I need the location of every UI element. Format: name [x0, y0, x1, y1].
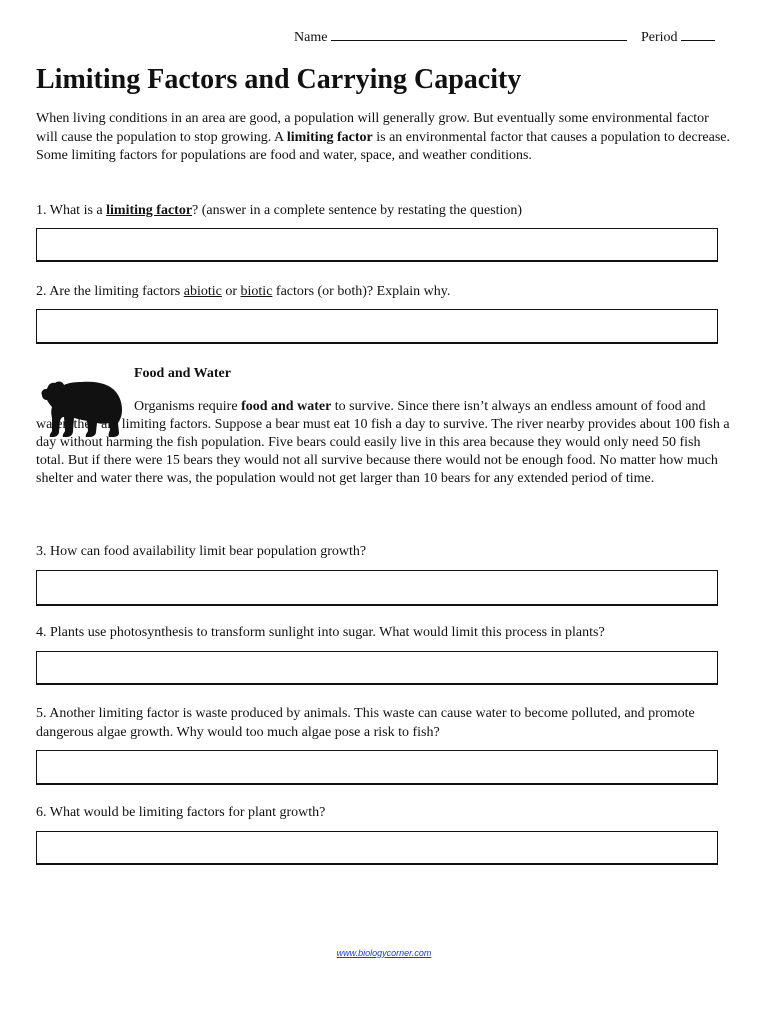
question-2-term-abiotic: abiotic: [183, 284, 222, 299]
question-5: 5. Another limiting factor is waste produced by animals. This waste can cause water to become polluted, and promote dangerous algae growth. Why would too much algae pose a risk to fish?: [36, 706, 695, 740]
question-2: 2. Are the limiting factors abiotic or biotic factors (or both)? Explain why.: [36, 284, 451, 299]
section-heading-food-water: Food and Water: [134, 366, 231, 381]
question-4: 4. Plants use photosynthesis to transform sunlight into sugar. What would limit this process in plants?: [36, 625, 605, 640]
intro-term: limiting factor: [286, 129, 373, 145]
answer-box-4[interactable]: [36, 651, 718, 685]
header-fields: [294, 28, 715, 46]
period-field[interactable]: [681, 28, 715, 41]
intro-paragraph: When living conditions in an area are good, a population will generally grow. But eventually some environmental factor will cause the population to stop growing. A limiting factor is an environmental factor that causes a population to decrease. Some limiting factors for populations are food and water, space, and weather conditions.: [36, 111, 730, 163]
question-1: 1. What is a limiting factor? (answer in a complete sentence by restating the question): [36, 203, 523, 218]
answer-box-3[interactable]: [36, 570, 718, 606]
answer-box-6[interactable]: [36, 831, 718, 865]
answer-box-1[interactable]: [36, 228, 718, 262]
footer-link[interactable]: www.biologycorner.com: [336, 948, 432, 958]
period-label: Period: [640, 30, 678, 45]
question-1-term: limiting factor: [106, 203, 193, 218]
question-6: 6. What would be limiting factors for plant growth?: [36, 805, 326, 820]
name-field[interactable]: [331, 28, 627, 41]
page-title: Limiting Factors and Carrying Capacity: [36, 64, 522, 95]
question-2-term-biotic: biotic: [240, 284, 273, 299]
food-water-term: food and water: [241, 399, 332, 414]
question-3: 3. How can food availability limit bear population growth?: [36, 544, 367, 559]
answer-box-2[interactable]: [36, 309, 718, 344]
name-label: Name: [294, 30, 328, 45]
food-water-paragraph: Organisms require food and water to survive. Since there isn’t always an endless amount of food and water, they are limiting factors. Suppose a bear must eat 10 fish a day to survive. The river nearby provides about 100 fish a day without harming the fish population. Five bears could easily live in this area because they would only need 50 fish total. But if there were 15 bears they would not all survive because there would not be enough food. No matter how much shelter and water there was, the population would not get larger than 10 bears for any extended period of time.: [36, 399, 730, 486]
answer-box-5[interactable]: [36, 750, 718, 785]
